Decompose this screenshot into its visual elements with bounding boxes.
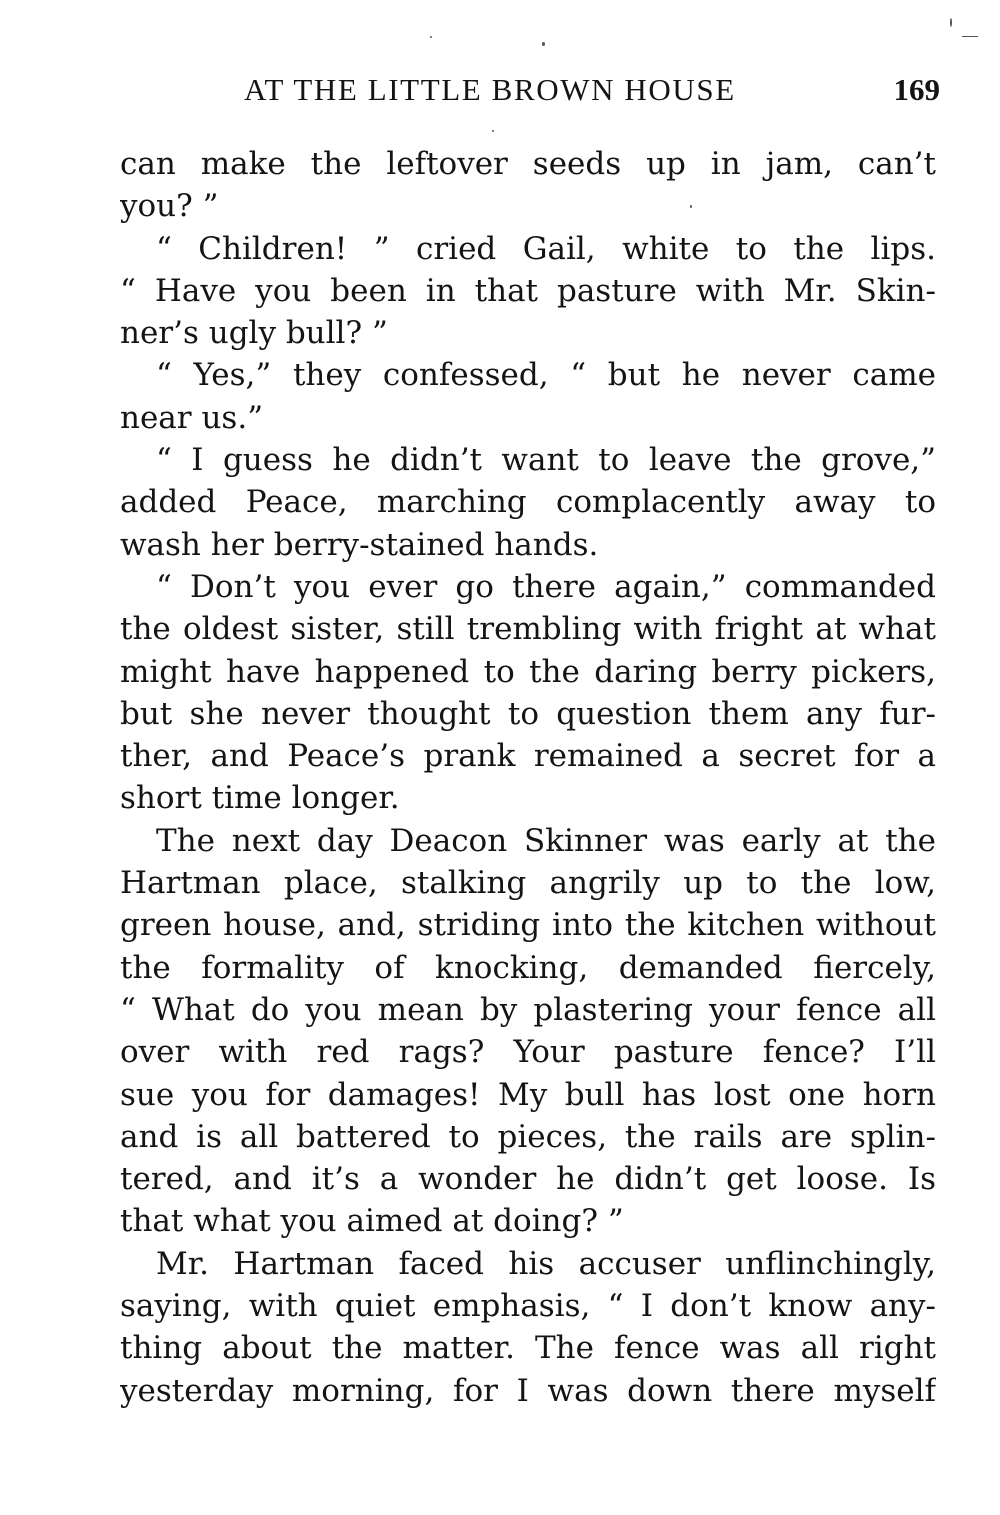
- text-line: yesterday morning, for I was down there myself: [120, 1372, 936, 1409]
- page-number: 169: [893, 72, 940, 107]
- text-line: thing about the matter. The fence was all right: [120, 1330, 936, 1367]
- paragraph: [120, 354, 936, 439]
- scan-speck: [962, 36, 978, 37]
- text-line: ner’s ugly bull? ”: [120, 315, 388, 352]
- text-line: “ Yes,” they confessed, “ but he never came: [156, 357, 936, 394]
- text-line: ther, and Peace’s prank remained a secret for a: [120, 738, 936, 775]
- scan-speck: [542, 42, 545, 46]
- scan-speck: [492, 130, 494, 132]
- paragraph: [120, 228, 936, 355]
- running-title: AT THE LITTLE BROWN HOUSE: [244, 72, 736, 107]
- text-line: sue you for damages! My bull has lost one horn: [120, 1076, 936, 1113]
- text-line: “ I guess he didn’t want to leave the grove,”: [156, 442, 936, 479]
- text-line: “ What do you mean by plastering your fence all: [120, 991, 936, 1028]
- text-line: Hartman place, stalking angrily up to the low,: [120, 865, 936, 902]
- text-line: and is all battered to pieces, the rails are splin-: [120, 1118, 936, 1155]
- text-line: the oldest sister, still trembling with fright at what: [120, 611, 936, 648]
- paragraph: [120, 820, 936, 1243]
- text-line: Mr. Hartman faced his accuser unflinchingly,: [156, 1245, 936, 1282]
- scan-speck: [950, 18, 952, 27]
- text-line: near us.”: [120, 399, 264, 436]
- text-line: green house, and, striding into the kitchen without: [120, 907, 936, 944]
- text-line: that what you aimed at doing? ”: [120, 1203, 624, 1240]
- text-line: wash her berry-stained hands.: [120, 526, 599, 563]
- text-line: added Peace, marching complacently away to: [120, 484, 936, 521]
- text-line: “ Don’t you ever go there again,” commanded: [156, 568, 936, 605]
- text-line: but she never thought to question them any fur-: [120, 695, 936, 732]
- paragraph: [120, 143, 936, 228]
- scan-speck: [690, 205, 692, 208]
- scan-speck: [430, 36, 432, 38]
- running-head: [120, 70, 940, 114]
- text-line: can make the leftover seeds up in jam, can’t: [120, 146, 936, 182]
- text-line: “ Children! ” cried Gail, white to the lips.: [156, 230, 936, 267]
- text-line: The next day Deacon Skinner was early at the: [156, 822, 936, 859]
- text-line: the formality of knocking, demanded fiercely,: [120, 949, 936, 986]
- text-line: you? ”: [120, 188, 219, 225]
- paragraph: [120, 1243, 936, 1412]
- text-line: over with red rags? Your pasture fence? I’ll: [120, 1034, 936, 1071]
- text-line: might have happened to the daring berry pickers,: [120, 653, 936, 690]
- paragraph: [120, 439, 936, 566]
- body-text: [120, 143, 936, 1412]
- text-line: “ Have you been in that pasture with Mr. Skin-: [120, 272, 936, 309]
- text-line: tered, and it’s a wonder he didn’t get loose. Is: [120, 1161, 936, 1198]
- text-line: saying, with quiet emphasis, “ I don’t know any-: [120, 1288, 936, 1325]
- text-line: short time longer.: [120, 780, 400, 817]
- paragraph: [120, 566, 936, 820]
